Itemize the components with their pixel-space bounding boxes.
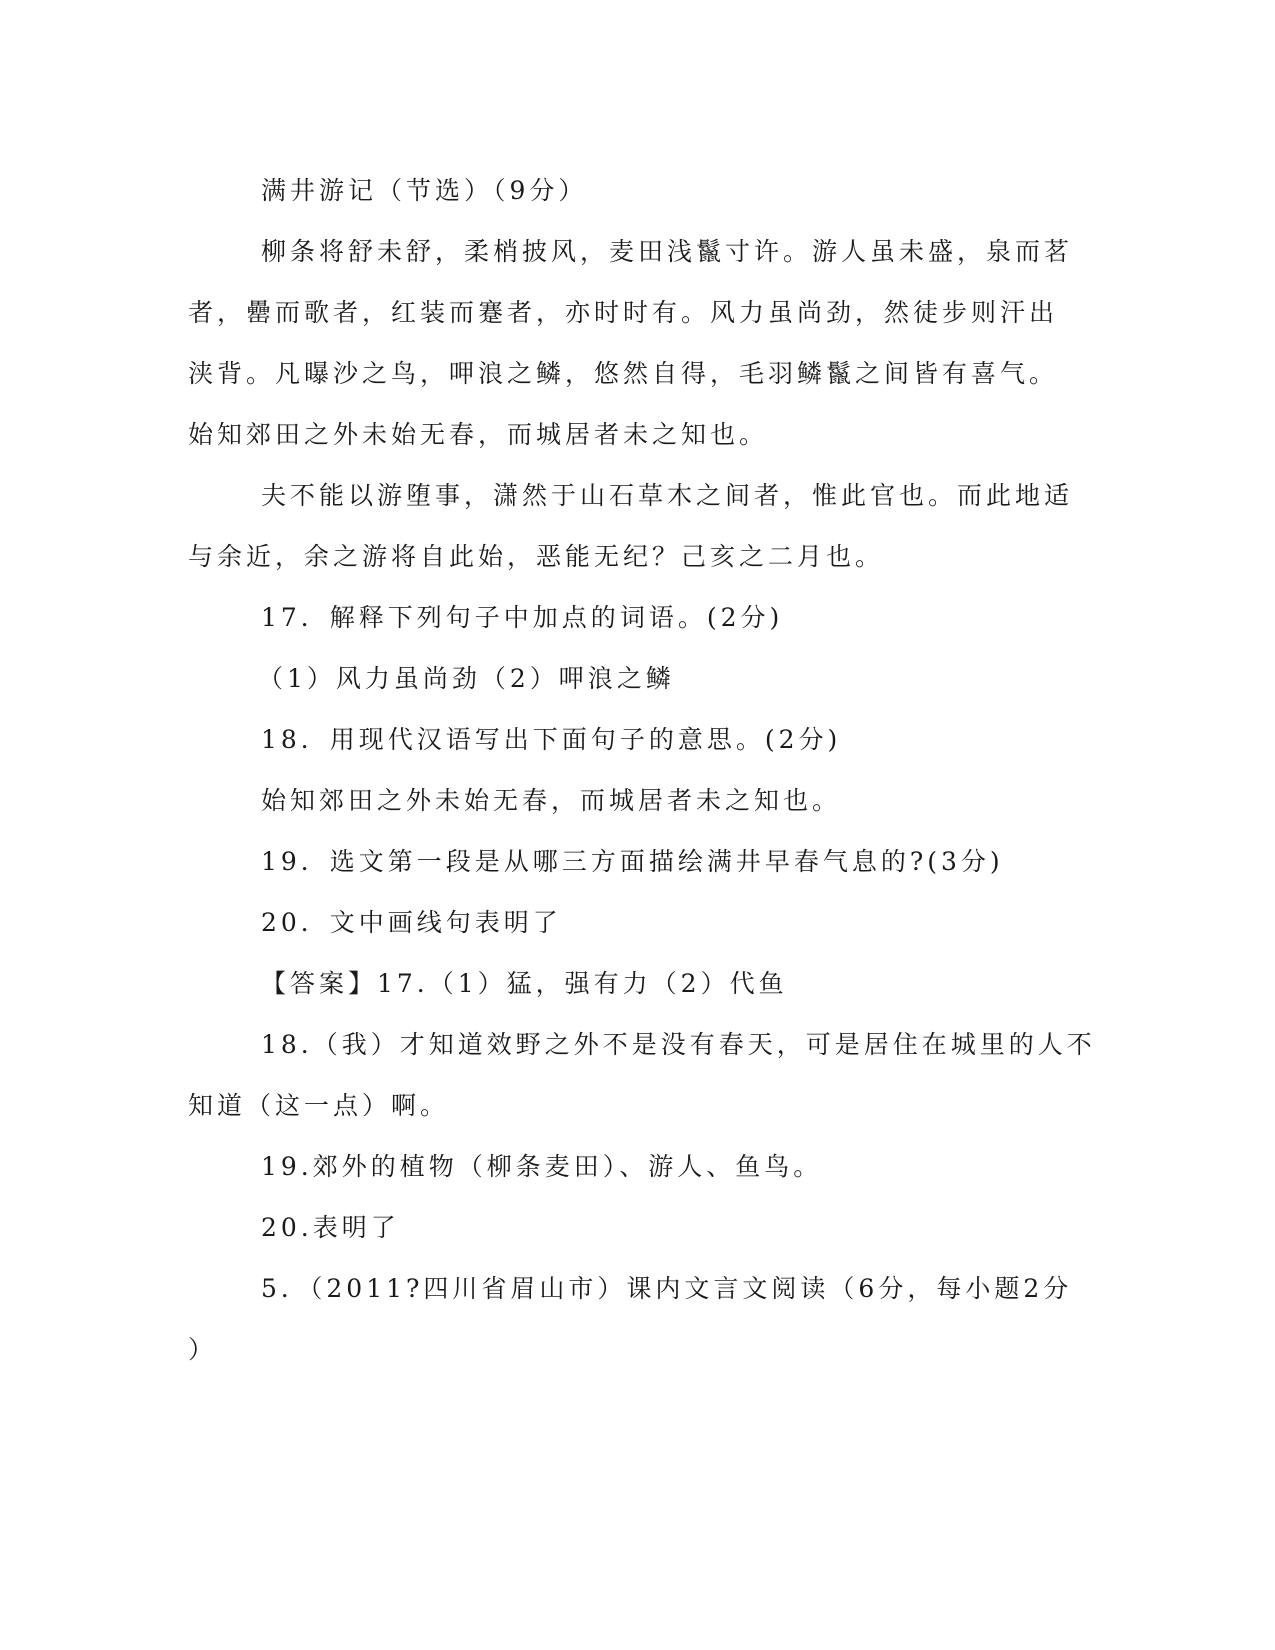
answer-19: 19.郊外的植物（柳条麦田）、游人、鱼鸟。 — [261, 1152, 823, 1181]
passage-title: 满井游记（节选）（9分） — [261, 176, 588, 205]
question-5-line-1: 5．（2011?四川省眉山市）课内文言文阅读（6分，每小题2分 — [261, 1274, 1073, 1303]
document-body — [188, 160, 1096, 1380]
question-19: 19．选文第一段是从哪三方面描绘满井早春气息的?(3分) — [261, 847, 1004, 876]
answer-20: 20.表明了 — [261, 1213, 400, 1242]
question-20: 20．文中画线句表明了 — [261, 908, 562, 937]
passage-paragraph-2-line-1: 夫不能以游堕事，潇然于山石草木之间者，惟此官也。而此地适 — [261, 481, 1074, 510]
question-17: 17．解释下列句子中加点的词语。(2分) — [261, 603, 784, 632]
passage-paragraph-1-line-3: 浃背。凡曝沙之鸟，呷浪之鳞，悠然自得，毛羽鳞鬣之间皆有喜气。 — [188, 359, 1059, 388]
question-5-line-2: ） — [188, 1335, 218, 1364]
passage-paragraph-1-line-1: 柳条将舒未舒，柔梢披风，麦田浅鬣寸许。游人虽未盛，泉而茗 — [261, 237, 1074, 266]
question-18: 18．用现代汉语写出下面句子的意思。(2分) — [261, 725, 842, 754]
passage-paragraph-1-line-2: 者，罍而歌者，红装而蹇者，亦时时有。风力虽尚劲，然徒步则汗出 — [188, 298, 1059, 327]
passage-paragraph-1-line-4: 始知郊田之外未始无春，而城居者未之知也。 — [188, 420, 769, 449]
answer-17: 【答案】17.（1）猛，强有力（2）代鱼 — [261, 969, 788, 998]
question-18-sentence: 始知郊田之外未始无春，而城居者未之知也。 — [261, 786, 842, 815]
passage-paragraph-2-line-2: 与余近，余之游将自此始，恶能无纪？己亥之二月也。 — [188, 542, 885, 571]
question-17-items: （1）风力虽尚劲（2）呷浪之鳞 — [258, 664, 675, 693]
answer-18-line-2: 知道（这一点）啊。 — [188, 1091, 450, 1120]
answer-18-line-1: 18.（我）才知道效野之外不是没有春天，可是居住在城里的人不 — [261, 1030, 1096, 1059]
